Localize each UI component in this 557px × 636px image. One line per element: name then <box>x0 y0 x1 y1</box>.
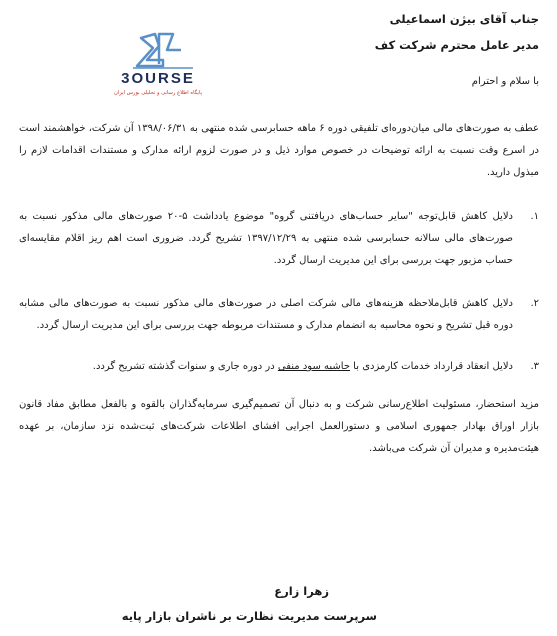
recipient-name: جناب آقای بیژن اسماعیلی <box>389 12 539 26</box>
list-item-text: دلایل کاهش قابل‌ملاحظه هزینه‌های مالی شرکت اصلی در صورت‌های مالی مذکور نسبت به صورت‌های مالی مشابه دوره قبل تشریح و نحوه محاسبه به انضمام مدارک و مستندات مربوطه جهت بررسی برای این مدیریت ارسال گردد. <box>19 298 513 331</box>
closing-paragraph: مزید استحضار، مسئولیت اطلاع‌رسانی شرکت و به دنبال آن تصمیم‌گیری سرمایه‌گذاران بالقوه و بالفعل مطابق مفاد قانون بازار اوراق بهادار جمهوری اسلامی و دستورالعمل اجرایی افشای اطلاعات شرکت‌های ثبت‌شده نزد سازمان، بر عهده هیئت‌مدیره و مدیران آن شرکت می‌باشد. <box>19 399 539 454</box>
underlined-phrase: حاشیه سود منفی <box>277 361 350 372</box>
list-item-text-part: در دوره جاری و سنوات گذشته تشریح گردد. <box>92 361 278 372</box>
list-item <box>19 356 539 378</box>
signatory-name: زهرا زارع <box>274 584 329 598</box>
list-item <box>19 293 539 337</box>
bourse24-logo <box>93 30 223 100</box>
list-item-text-part: دلایل انعقاد قرارداد خدمات کارمزدی با <box>350 361 513 372</box>
list-item <box>19 206 539 272</box>
signatory-title: سرپرست مدیریت نظارت بر ناشران بازار پایه <box>121 609 377 623</box>
logo-brand: 3OURSE <box>121 70 195 87</box>
list-item-number: ۲. <box>530 298 539 309</box>
logo-mark <box>133 34 193 68</box>
list-item-text: دلایل کاهش قابل‌توجه "سایر حساب‌های دریافتنی گروه" موضوع یادداشت ۵-۲۰ صورت‌های مالی مذکور نسبت به صورت‌های مالی سالانه حسابرسی شده منتهی به ۱۳۹۷/۱۲/۲۹ تشریح گردد. ضروری است اهم ریز اقلام مقایسه‌ای حساب مزبور جهت بررسی برای این مدیریت ارسال گردد. <box>19 211 514 266</box>
intro-paragraph: عطف به صورت‌های مالی میان‌دوره‌ای تلفیقی دوره ۶ ماهه حسابرسی شده منتهی به ۱۳۹۸/۰۶/۳۱ آن شرکت، خواهشمند است در اسرع وقت نسبت به ارائه توضیحات در خصوص موارد ذیل و در صورت لزوم ارائه مدارک و مستندات اقدامات لازم را مبذول دارید. <box>19 123 539 178</box>
greeting: با سلام و احترام <box>471 76 539 87</box>
logo-tagline: پایگاه اطلاع رسانی و تحلیلی بورس ایران <box>113 90 203 96</box>
list-item-number: ۱. <box>530 211 539 222</box>
recipient-title: مدیر عامل محترم شرکت کف <box>374 38 539 52</box>
list-item-text <box>19 356 513 378</box>
list-item-number: ۳. <box>530 361 539 372</box>
